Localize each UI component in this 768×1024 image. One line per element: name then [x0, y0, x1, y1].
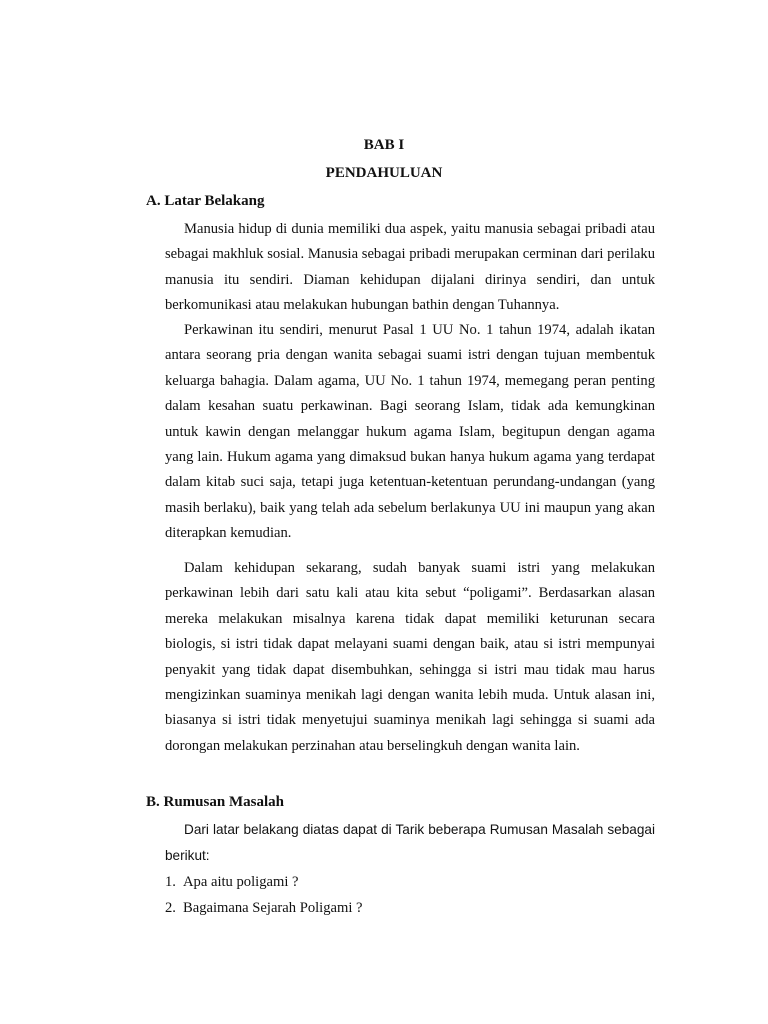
rumusan-intro: Dari latar belakang diatas dapat di Tarik beberapa Rumusan Masalah sebagai berikut: [165, 822, 655, 863]
paragraph-3: Dalam kehidupan sekarang, sudah banyak suami istri yang melakukan perkawinan lebih dari satu kali atau kita sebut “poligami”. Berdasarkan alasan mereka melakukan misalnya karena tidak dapat memiliki keturunan secara biologis, si istri tidak dapat melayani suami dengan baik, atau si istri mempunyai penyakit yang tidak dapat disembuhkan, sehingga si istri mau tidak mau harus mengizinkan suaminya menikah lagi dengan wanita lebih muda. Untuk alasan ini, biasanya si istri tidak menyetujui suaminya menikah lagi sehingga si suami ada dorongan melakukan perzinahan atau berselingkuh dengan wanita lain. [165, 560, 655, 754]
list-item [165, 895, 363, 921]
list-text: Bagaimana Sejarah Poligami ? [183, 900, 363, 916]
list-number: 2. [165, 900, 176, 916]
chapter-number: BAB I [363, 137, 405, 153]
section-heading-rumusan-masalah: B. Rumusan Masalah [146, 794, 284, 810]
chapter-title: PENDAHULUAN [325, 165, 443, 181]
paragraph-1: Manusia hidup di dunia memiliki dua aspek, yaitu manusia sebagai pribadi atau sebagai makhluk sosial. Manusia sebagai pribadi merupakan cerminan dari perilaku manusia itu sendiri. Diaman kehidupan dijalani dirinya sendiri, dan untuk berkomunikasi atau melakukan hubungan bathin dengan Tuhannya. [165, 221, 655, 314]
rumusan-list [165, 869, 363, 921]
section-heading-latar-belakang: A. Latar Belakang [146, 193, 265, 209]
list-text: Apa aitu poligami ? [183, 874, 299, 890]
list-item [165, 869, 363, 895]
paragraph-2: Perkawinan itu sendiri, menurut Pasal 1 UU No. 1 tahun 1974, adalah ikatan antara seorang pria dengan wanita sebagai suami istri dengan tujuan membentuk keluarga bahagia. Dalam agama, UU No. 1 tahun 1974, memegang peran penting dalam kesahan suatu perkawinan. Bagi seorang Islam, tidak ada kemungkinan untuk kawin dengan melanggar hukum agama Islam, begitupun dengan agama yang lain. Hukum agama yang dimaksud bukan hanya hukum agama yang terdapat dalam kitab suci saja, tetapi juga ketentuan-ketentuan perundang-undangan (yang masih berlaku), baik yang telah ada sebelum berlakunya UU ini maupun yang akan diterapkan kemudian. [165, 322, 655, 542]
list-number: 1. [165, 874, 176, 890]
